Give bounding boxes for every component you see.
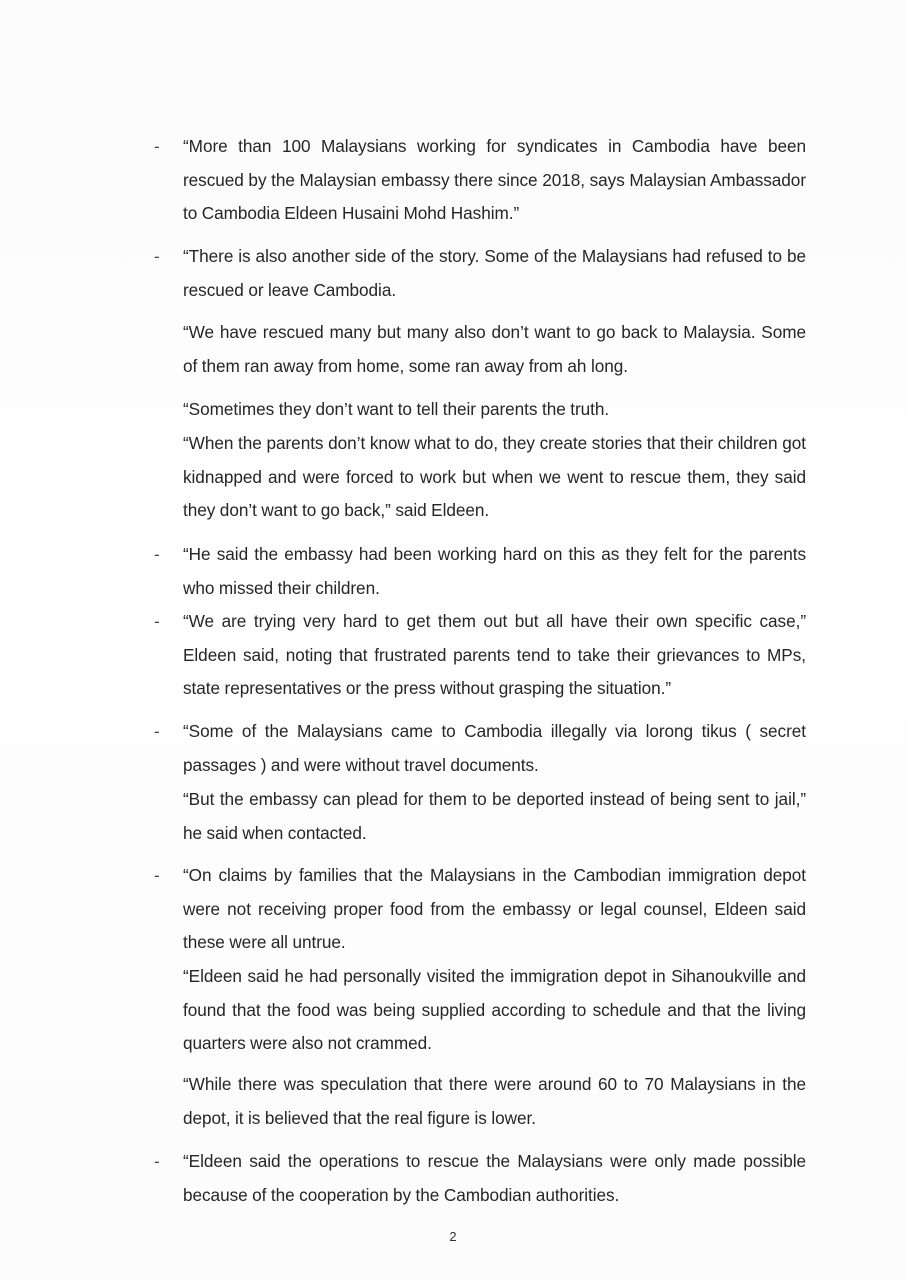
paragraph-2: “There is also another side of the story. Some of the Malaysians had refused to be rescued or leave Cambodia. xyxy=(183,246,806,300)
bullet-dash: - xyxy=(154,137,160,156)
bullet-dash: - xyxy=(154,612,160,631)
paragraph-11: “Eldeen said he had personally visited the immigration depot in Sihanoukville and found that the food was being supplied according to schedule and that the living quarters were also not crammed. xyxy=(183,966,806,1053)
bullet-dash: - xyxy=(154,1152,160,1171)
paragraph-13: “Eldeen said the operations to rescue the Malaysians were only made possible because of the cooperation by the Cambodian authorities. xyxy=(183,1151,806,1205)
paragraph-9: “But the embassy can plead for them to be deported instead of being sent to jail,” he said when contacted. xyxy=(183,789,806,843)
bullet-dash: - xyxy=(154,545,160,564)
paragraph-8: “Some of the Malaysians came to Cambodia illegally via lorong tikus ( secret passages ) and were without travel documents. xyxy=(183,721,806,775)
paragraph-12: “While there was speculation that there were around 60 to 70 Malaysians in the depot, it is believed that the real figure is lower. xyxy=(183,1074,806,1128)
paragraph-1: “More than 100 Malaysians working for syndicates in Cambodia have been rescued by the Malaysian embassy there since 2018, says Malaysian Ambassador to Cambodia Eldeen Husaini Mohd Hashim.” xyxy=(183,136,806,223)
bullet-dash: - xyxy=(154,247,160,266)
bullet-dash: - xyxy=(154,866,160,885)
paragraph-10: “On claims by families that the Malaysians in the Cambodian immigration depot were not receiving proper food from the embassy or legal counsel, Eldeen said these were all untrue. xyxy=(183,865,806,952)
paragraph-4: “Sometimes they don’t want to tell their parents the truth. xyxy=(183,399,610,419)
paragraph-7: “We are trying very hard to get them out but all have their own specific case,” Eldeen said, noting that frustrated parents tend to take their grievances to MPs, state representatives or the press without grasping the situation.” xyxy=(183,611,806,698)
paragraph-5: “When the parents don’t know what to do, they create stories that their children got kidnapped and were forced to work but when we went to rescue them, they said they don’t want to go back,” said Eldeen. xyxy=(183,433,806,520)
paragraph-3: “We have rescued many but many also don’t want to go back to Malaysia. Some of them ran away from home, some ran away from ah long. xyxy=(183,322,806,376)
bullet-dash: - xyxy=(154,722,160,741)
paragraph-6: “He said the embassy had been working hard on this as they felt for the parents who missed their children. xyxy=(183,544,806,598)
page-number: 2 xyxy=(449,1229,457,1244)
